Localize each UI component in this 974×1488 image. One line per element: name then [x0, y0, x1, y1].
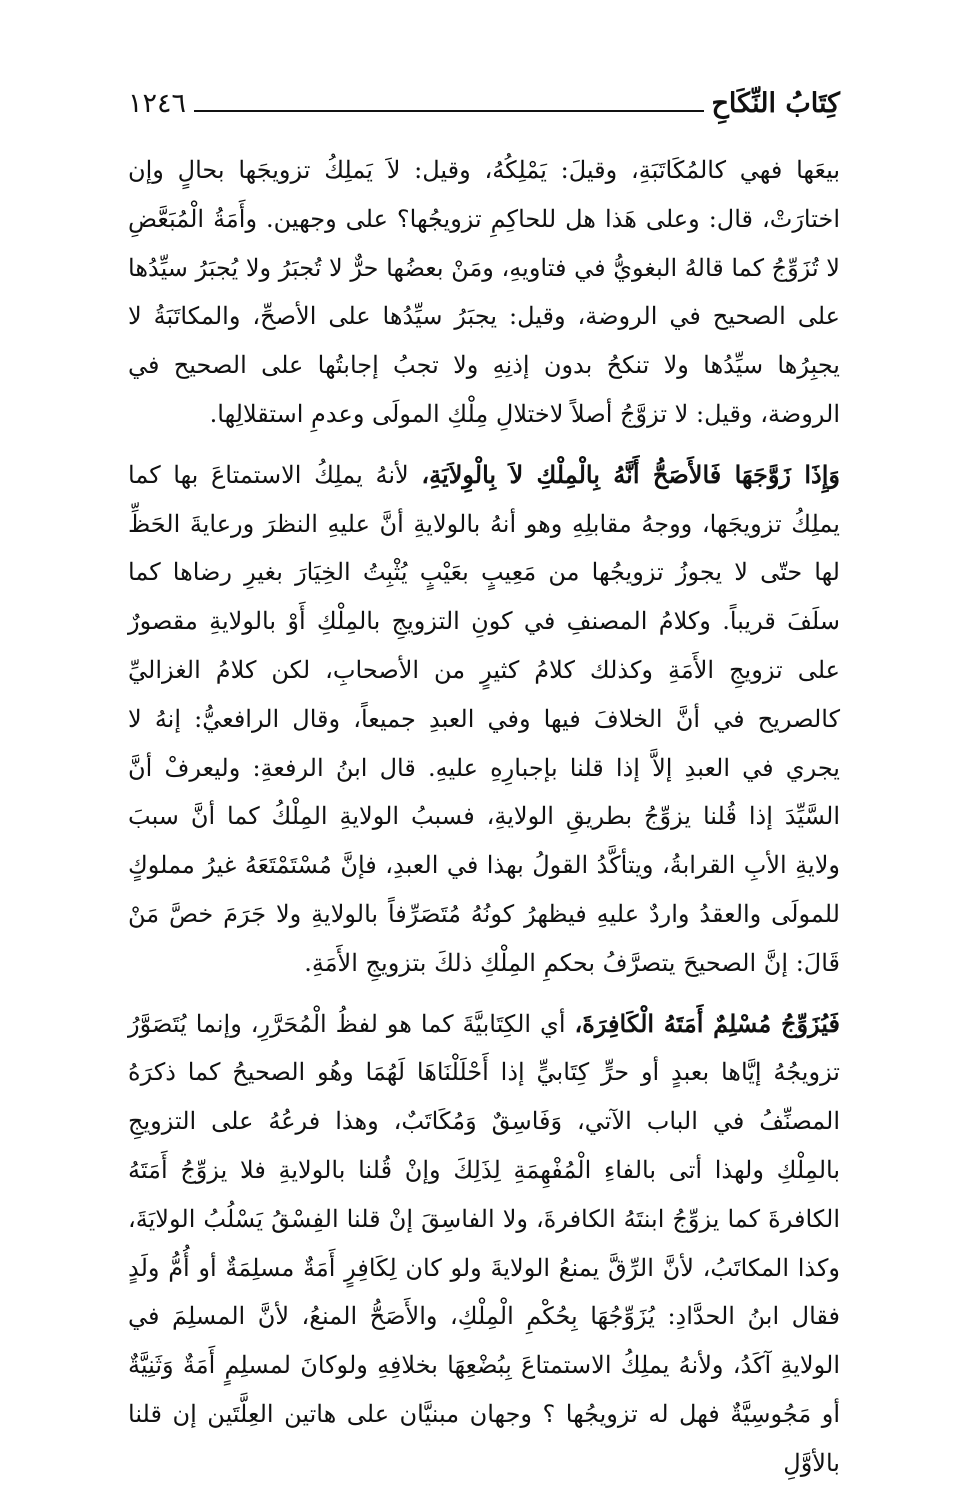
matn-lemma: فَيُزَوِّجُ مُسْلِمٌ أَمَتَهُ الْكَافِرَةَ،	[574, 1008, 840, 1038]
commentary-text: أي الكِتَابيَّةَ كما هو لفظُ الْمُحَرَّرِ، وإنما يُتَصَوَّرُ تزويجُهُ إيَّاها بعبدٍ أو حرٍّ كِتَابيٍّ إذا أَحْلَلْنَاهَا لَهُمَا وهُو الصحيحُ كما ذكرَهُ المصنِّفُ في الباب الآتي، وَفَاسِقٌ وَمُكَاتَبٌ، وهذا فرعُهُ على التزويجِ بالمِلْكِ ولهذا أتى بالفاءِ الْمُفْهِمَةِ لِذَلِكَ وإنْ قُلنا بالولايةِ فلا يزوِّجُ أَمَتَهُ الكافرةَ كما يزوِّجُ ابنتَهُ الكافرةَ، ولا الفاسِقَ إنْ قلنا الفِسْقُ يَسْلُبُ الولايَةَ، وكذا المكاتَبُ، لأنَّ الرِّقَّ يمنعُ الولايةَ ولو كان لِكَافِرٍ أَمَةٌ مسلِمَةٌ أو أُمُّ ولَدٍ فقال ابنُ الحدَّادِ: يُزَوِّجُهَا بِحُكْمِ الْمِلْكِ، والأَصَحُّ المنعُ، لأنَّ المسلِمَ في الولايةِ آكَدُ، ولأنهُ يملِكُ الاستمتاعَ بِبُضْعِهَا بخلافِهِ ولوكانَ لمسلِمٍ أَمَةٌ وَثَنِيَّةٌ أو مَجُوسِيَّةٌ فهل له تزويجُها ؟ وجهان مبنيَّان على هاتين العِلَّتَين إن قلنا بالأوَّلِ	[128, 1009, 840, 1477]
commentary-text: بيعَها فهي كالمُكَاتَبَةِ، وقيلَ: يَمْلِكُهُ، وقيل: لاَ يَملِكُ تزويجَها بحالٍ وإن اختارَتْ، قال: وعلى هَذا هل للحاكِمِ تزويجُها؟ على وجهين. وأَمَةُ الْمُبَعَّضِ لا تُزَوِّجُ كما قالهُ البغويُّ في فتاويهِ، ومَنْ بعضُها حرٌّ لا تُجبَرُ ولا يُجبَرُ سيِّدُها على الصحيح في الروضة، وقيل: يجبَرُ سيِّدُها على الأصحِّ، والمكاتَبَةُ لا يجبِرُها سيِّدُها ولا تنكحُ بدون إذنِهِ ولا تجبُ إجابتُها على الصحيح في الروضة، وقيل: لا تزوَّجُ أصلاً لاختلالِ مِلْكِ المولَى وعدمِ استقلالِها.	[128, 156, 840, 428]
header-rule	[194, 110, 703, 112]
paragraph	[128, 146, 840, 439]
commentary-text: لأنهُ يملِكُ الاستمتاعَ بها كما يملِكُ تزويجَها، ووجهُ مقابلِهِ وهو أنهُ بالولايةِ أنَّ عليهِ النظرَ ورعايةَ الحَظِّ لها حتّى لا يجوزُ تزويجُها من مَعِيبٍ بعَيْبٍ يُثْبِتُ الخِيَارَ بغيرِ رضاها كما سلَفَ قريباً. وكلامُ المصنفِ في كونِ التزويجِ بالمِلْكِ أَوْ بالولايةِ مقصورٌ على تزويجِ الأَمَةِ وكذلك كلامُ كثيرٍ من الأصحابِ، لكن كلامُ الغزاليِّ كالصريح في أنَّ الخلافَ فيها وفي العبدِ جميعاً، وقال الرافعيُّ: إنهُ لا يجري في العبدِ إلاَّ إذا قلنا بإجبارِهِ عليهِ. قال ابنُ الرفعةِ: وليعرفْ أنَّ السَّيِّدَ إذا قُلنا يزوِّجُ بطريقِ الولايةِ، فسببُ الولايةِ المِلْكُ كما أنَّ سببَ ولايةِ الأبِ القرابةُ، ويتأكَّدُ القولُ بهذا في العبدِ، فإنَّ مُسْتَمْتَعَهُ غيرُ مملوكٍ للمولَى والعقدُ واردٌ عليهِ فيظهرُ كونُهُ مُتَصَرِّفاً بالولايةِ ولا جَرَمَ خصَّ مَنْ قَالَ: إنَّ الصحيحَ يتصرَّفُ بحكمِ المِلْكِ ذلكَ بتزويجِ الأَمَةِ.	[128, 460, 841, 977]
body-text	[128, 146, 840, 1488]
chapter-title: كِتَابُ النِّكَاحِ	[711, 88, 840, 119]
running-header	[128, 82, 840, 122]
matn-lemma: وَإِذَا زَوَّجَهَا فَالأَصَحُّ أَنَّهُ بِالْمِلْكِ لاَ بِالْوِلاَيَةِ،	[421, 459, 841, 489]
paragraph	[128, 1000, 840, 1488]
paragraph	[128, 451, 840, 988]
page-number: ١٢٤٦	[128, 88, 187, 119]
